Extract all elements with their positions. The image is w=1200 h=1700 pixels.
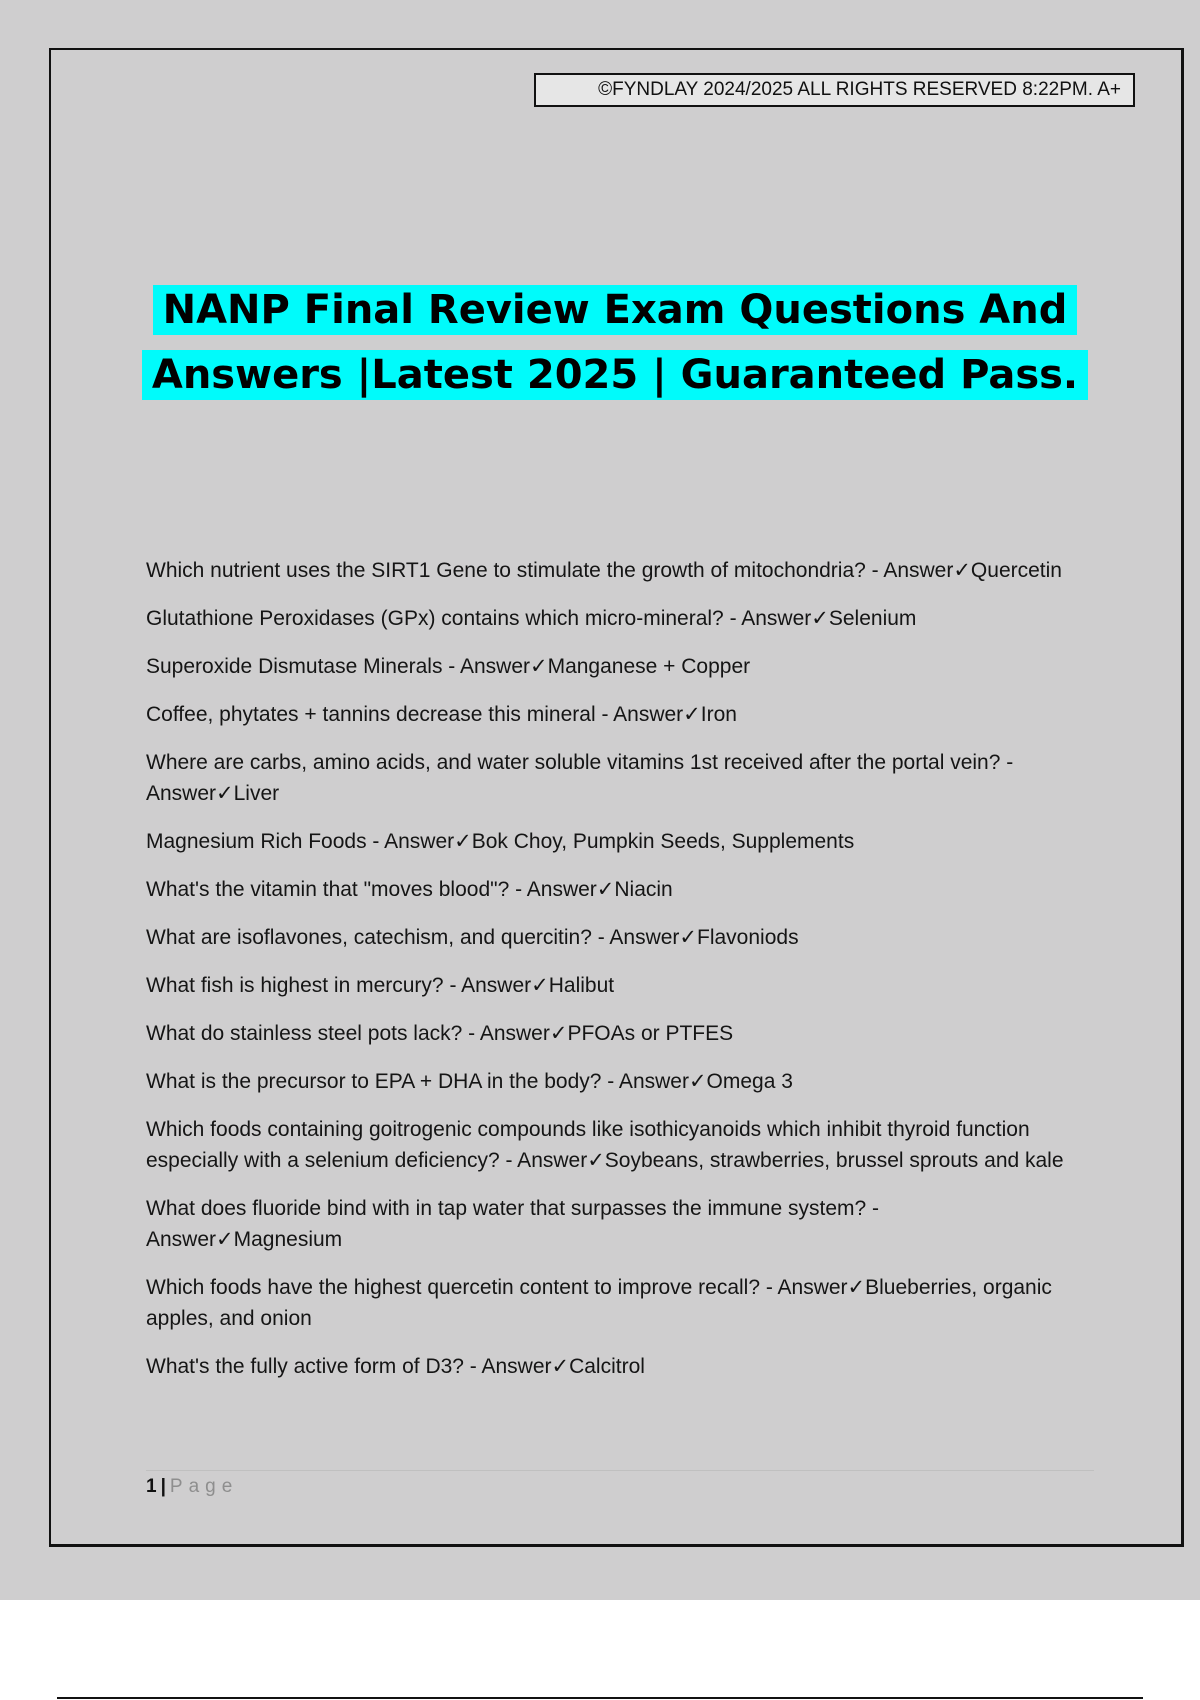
qa-item: What do stainless steel pots lack? - Answer✓PFOAs or PTFES	[146, 1022, 734, 1045]
qa-item: Coffee, phytates + tannins decrease this mineral - Answer✓Iron	[146, 703, 737, 726]
qa-item: What are isoflavones, catechism, and quercitin? - Answer✓Flavoniods	[146, 926, 799, 949]
page-number-separator: |	[160, 1476, 166, 1497]
document-title	[100, 278, 1130, 408]
qa-item: Which foods have the highest quercetin content to improve recall? - Answer✓Blueberries, organic apples, and onion	[146, 1276, 1052, 1330]
qa-item: What's the vitamin that "moves blood"? - Answer✓Niacin	[146, 878, 673, 901]
qa-item: Which nutrient uses the SIRT1 Gene to stimulate the growth of mitochondria? - Answer✓Quercetin	[146, 559, 1062, 582]
qa-item: Where are carbs, amino acids, and water soluble vitamins 1st received after the portal vein? - Answer✓Liver	[146, 751, 1014, 805]
next-page-top-edge	[57, 1697, 1143, 1699]
footer-divider	[146, 1470, 1094, 1471]
page-word: Page	[169, 1476, 239, 1497]
qa-item: Superoxide Dismutase Minerals - Answer✓Manganese + Copper	[146, 655, 751, 678]
copyright-header: ©FYNDLAY 2024/2025 ALL RIGHTS RESERVED 8:22PM. A+	[534, 73, 1135, 107]
qa-item: What fish is highest in mercury? - Answer✓Halibut	[146, 974, 615, 997]
question-answer-list	[146, 555, 1076, 1399]
title-line-2: Answers |Latest 2025 | Guaranteed Pass.	[142, 350, 1088, 400]
qa-item: Which foods containing goitrogenic compounds like isothicyanoids which inhibit thyroid function especially with a selenium deficiency? - Answer✓Soybeans, strawberries, brussel sprouts and kale	[146, 1118, 1064, 1172]
qa-item: Glutathione Peroxidases (GPx) contains which micro-mineral? - Answer✓Selenium	[146, 607, 917, 630]
qa-item: Magnesium Rich Foods - Answer✓Bok Choy, Pumpkin Seeds, Supplements	[146, 830, 855, 853]
page-number-value: 1	[146, 1476, 157, 1497]
page-number	[146, 1473, 238, 1501]
qa-item: What's the fully active form of D3? - Answer✓Calcitrol	[146, 1355, 645, 1378]
qa-item: What is the precursor to EPA + DHA in the body? - Answer✓Omega 3	[146, 1070, 793, 1093]
title-line-1: NANP Final Review Exam Questions And	[153, 285, 1078, 335]
qa-item: What does fluoride bind with in tap water that surpasses the immune system? - Answer✓Magnesium	[146, 1197, 880, 1251]
